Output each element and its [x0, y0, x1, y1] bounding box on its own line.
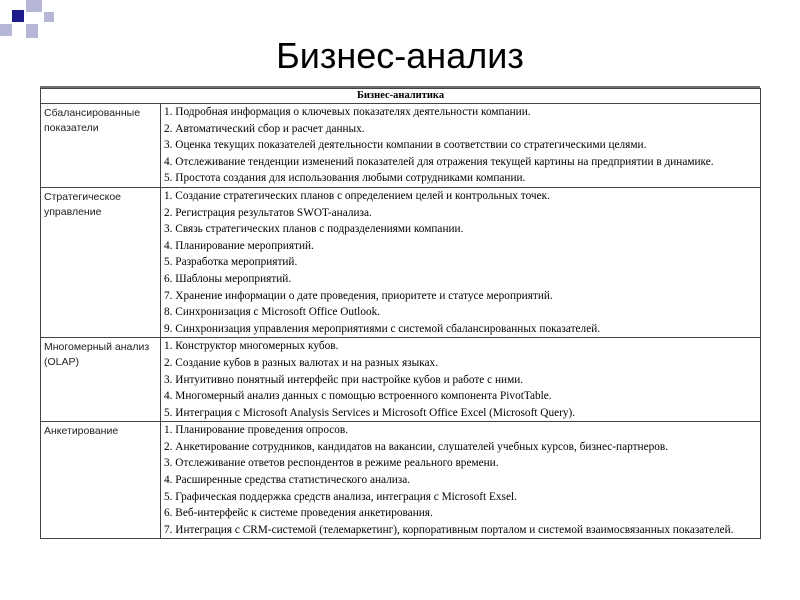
items-cell	[161, 422, 761, 539]
list-item: 1. Подробная информация о ключевых показателях деятельности компании.	[164, 106, 531, 118]
list-item: 1. Создание стратегических планов с определением целей и контрольных точек.	[164, 189, 550, 202]
list-item: 5. Простота создания для использования любыми сотрудниками компании.	[164, 172, 526, 185]
list-item: 3. Связь стратегических планов с подразделениями компании.	[164, 223, 464, 236]
features-table-container	[40, 88, 760, 539]
list-item: 3. Отслеживание ответов респондентов в режиме реального времени.	[164, 457, 499, 470]
table-row	[41, 422, 761, 539]
table-row	[41, 338, 761, 422]
list-item: 7. Хранение информации о дате проведения, приоритете и статусе мероприятий.	[164, 289, 553, 302]
list-item: 6. Веб-интерфейс к системе проведения анкетирования.	[164, 507, 433, 520]
list-item: 1. Планирование проведения опросов.	[164, 424, 349, 437]
corner-square-light	[26, 0, 42, 12]
table-row	[41, 187, 761, 337]
table-body	[41, 104, 761, 539]
list-item: 2. Анкетирование сотрудников, кандидатов на вакансии, слушателей учебных курсов, бизнес-партнеров.	[164, 440, 669, 453]
list-item: 5. Графическая поддержка средств анализа, интеграция с Microsoft Exsel.	[164, 490, 517, 503]
list-item: 9. Синхронизация управления мероприятиями с системой сбалансированных показателей.	[164, 322, 601, 335]
list-item: 4. Отслеживание тенденции изменений показателей для отражения текущей картины на предприятии в динамике.	[164, 155, 714, 168]
table-header: Бизнес-аналитика	[41, 89, 761, 104]
corner-square-light	[44, 12, 54, 22]
list-item: 2. Автоматический сбор и расчет данных.	[164, 122, 365, 135]
list-item: 1. Конструктор многомерных кубов.	[164, 340, 339, 353]
list-item: 8. Синхронизация с Microsoft Office Outlook.	[164, 306, 381, 319]
items-cell	[161, 104, 761, 188]
list-item: 6. Шаблоны мероприятий.	[164, 272, 292, 285]
category-cell: Многомерный анализ (OLAP)	[41, 338, 161, 422]
list-item: 3. Оценка текущих показателей деятельности компании в соответствии со стратегическими целями.	[164, 139, 647, 152]
table-header-row	[41, 89, 761, 104]
category-cell: Анкетирование	[41, 422, 161, 539]
list-item: 5. Интеграция с Microsoft Analysis Services и Microsoft Office Excel (Microsoft Query).	[164, 406, 576, 419]
category-cell: Сбалансированные показатели	[41, 104, 161, 188]
list-item: 5. Разработка мероприятий.	[164, 256, 298, 269]
slide-title: Бизнес-анализ	[276, 35, 524, 76]
table-row	[41, 104, 761, 188]
list-item: 2. Регистрация результатов SWOT-анализа.	[164, 206, 372, 219]
items-cell	[161, 338, 761, 422]
category-cell: Стратегическое управление	[41, 187, 161, 337]
list-item: 4. Расширенные средства статистического анализа.	[164, 474, 411, 487]
features-table	[40, 88, 761, 539]
corner-square-dark	[12, 10, 24, 22]
list-item: 3. Интуитивно понятный интерфейс при настройке кубов и работе с ними.	[164, 373, 524, 386]
list-item: 4. Планирование мероприятий.	[164, 239, 314, 252]
list-item: 7. Интеграция с CRM-системой (телемаркетинг), корпоративным порталом и системой взаимосвязанных показателей.	[164, 523, 734, 536]
items-cell	[161, 187, 761, 337]
list-item: 2. Создание кубов в разных валютах и на разных языках.	[164, 356, 439, 369]
list-item: 4. Многомерный анализ данных с помощью встроенного компонента PivotTable.	[164, 390, 552, 403]
